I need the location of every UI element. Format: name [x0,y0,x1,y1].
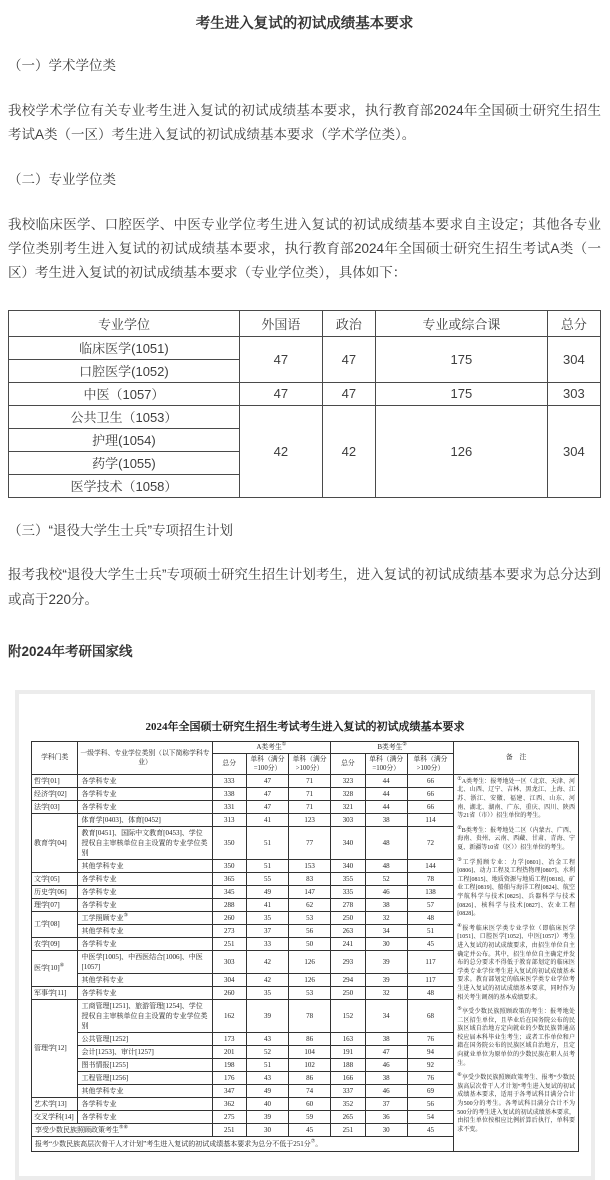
nat-sub-a-total: 总分 [212,753,246,774]
score-cell: 123 [289,813,331,826]
national-score-table [31,741,579,1152]
score-cell: 59 [289,1110,331,1123]
major-label-cell: 体育学[0403]、体育[0452] [78,813,212,826]
col-header-major: 专业学位 [9,310,240,336]
major-label-cell: 各学科专业 [78,787,212,800]
major-label-cell: 各学科专业 [78,800,212,813]
major-label-cell: 中医学[1005]、中西医结合[1006]、中医[1057] [78,950,212,973]
section-3-paragraph: 报考我校“退役大学生士兵”专项硕士研究生招生计划考生，进入复试的初试成绩基本要求为总分达到或高于220分。 [8,567,601,607]
score-cell: 47 [246,787,288,800]
score-cell: 78 [289,999,331,1032]
total-score-cell: 304 [547,336,600,382]
score-cell: 30 [365,937,407,950]
score-cell: 44 [365,800,407,813]
score-cell: 56 [289,924,331,937]
remark-paragraph: ④报考临床医学类专业学位（即临床医学[1051]、口腔医学[1052]、中医[1057]）考生进入复试的初试成绩要求，由招生单位自主确定并公布。其中，招生单位自主确定并发布的总分要求不得低于教育部划定的临床医学类专业学位考生进入复试的初试成绩基本要求。教育部划定的临床医学类专业学位考生进入复试的初试成绩基本要求，同时作为相关考生调剂的基本成绩要求。 [457,923,575,1001]
score-cell: 52 [246,1045,288,1058]
score-cell: 71 [289,787,331,800]
score-cell: 263 [331,924,365,937]
major-label-cell: 各学科专业 [78,774,212,787]
score-cell: 60 [289,1097,331,1110]
score-cell: 38 [365,813,407,826]
score-cell: 71 [289,800,331,813]
score-cell: 350 [212,859,246,872]
score-cell: 86 [289,1032,331,1045]
score-cell: 117 [407,973,453,986]
section-2-paragraph: 我校临床医学、口腔医学、中医专业学位考生进入复试的初试成绩基本要求自主设定；其他各专业学位类别考生进入复试的初试成绩基本要求，执行教育部2024年全国硕士研究生招生考试A类（一区）考生进入复试的初试成绩基本要求（专业学位类），具体如下： [8,216,601,281]
score-cell: 313 [212,813,246,826]
nat-col-group-a [212,741,331,753]
section-1-heading: （一）学术学位类 [8,58,116,73]
major-cell: 口腔医学(1052) [9,359,240,382]
score-cell: 362 [212,1097,246,1110]
score-cell: 365 [212,872,246,885]
score-cell: 49 [246,1084,288,1097]
discipline-category-cell: 医学[10]④ [32,950,78,986]
score-cell: 251 [212,1123,246,1136]
score-cell: 74 [289,1084,331,1097]
score-cell: 198 [212,1058,246,1071]
score-cell: 278 [331,898,365,911]
score-cell: 37 [246,924,288,937]
score-cell: 288 [212,898,246,911]
national-table-row [32,774,579,787]
score-cell: 36 [365,1110,407,1123]
discipline-category-cell: 艺术学[13] [32,1097,78,1110]
major-label-cell: 工商管理[1251]、旅游管理[1254]、学位授权自主审核单位自主设置的专业学位类别 [78,999,212,1032]
score-cell: 144 [407,859,453,872]
score-cell: 338 [212,787,246,800]
major-label-cell: 其他学科专业 [78,859,212,872]
group-b-footnote-mark: ② [402,742,407,748]
school-table-row [9,382,601,405]
national-table-title: 2024年全国硕士研究生招生考试考生进入复试的初试成绩基本要求 [145,720,465,733]
nat-sub-b-total: 总分 [331,753,365,774]
score-cell: 39 [246,1110,288,1123]
score-cell: 50 [289,937,331,950]
score-cell: 55 [246,872,288,885]
score-cell: 78 [407,872,453,885]
school-score-table [8,310,601,498]
score-cell: 94 [407,1045,453,1058]
score-cell: 321 [331,800,365,813]
score-cell: 48 [407,911,453,924]
nat-col-group-b [331,741,454,753]
discipline-category-cell: 军事学[11] [32,986,78,999]
score-cell: 260 [212,986,246,999]
major-label-cell: 各学科专业 [78,885,212,898]
score-cell: 30 [246,1123,288,1136]
score-cell: 152 [331,999,365,1032]
major-cell: 临床医学(1051) [9,336,240,359]
score-cell: 104 [289,1045,331,1058]
major-label-cell: 各学科专业 [78,937,212,950]
col-header-total: 总分 [547,310,600,336]
score-cell: 340 [331,859,365,872]
score-cell: 153 [289,859,331,872]
score-cell: 303 [331,813,365,826]
score-cell: 114 [407,813,453,826]
score-cell: 77 [289,826,331,859]
score-cell: 44 [365,774,407,787]
remark-paragraph: ③工学照顾专业：力学[0801]、冶金工程[0806]、动力工程及工程热物理[0807]、水利工程[0815]、地质资源与地质工程[0818]、矿业工程[0819]、船舶与海洋工程[0824]、航空宇航科学与技术[0825]、兵器科学与技术[0826]、核科学与技术[0827]、农业工程[0828]。 [457,857,576,918]
discipline-category-cell: 农学[09] [32,937,78,950]
score-cell: 304 [212,973,246,986]
page-title: 考生进入复试的初试成绩基本要求 [195,16,414,32]
score-cell: 44 [365,787,407,800]
major-label-cell: 公共管理[1252] [78,1032,212,1045]
nat-sub-b-single100: 单科（满分=100分） [365,753,407,774]
score-cell: 47 [365,1045,407,1058]
score-cell: 52 [365,872,407,885]
section-1-paragraph: 我校学术学位有关专业考生进入复试的初试成绩基本要求，执行教育部2024年全国硕士研究生招生考试A类（一区）考生进入复试的初试成绩基本要求（学术学位类）。 [8,102,601,142]
score-cell: 33 [246,937,288,950]
score-cell: 54 [407,1110,453,1123]
discipline-category-cell: 交叉学科[14] [32,1110,78,1123]
score-cell: 83 [289,872,331,885]
footer-note-cell: 报考“少数民族高层次骨干人才计划”考生进入复试的初试成绩基本要求为总分不低于251分⑦。 [32,1136,454,1151]
score-cell: 250 [331,911,365,924]
score-cell: 345 [212,885,246,898]
major-cell: 医学技术（1058） [9,474,240,497]
score-cell: 45 [289,1123,331,1136]
major-course-score-cell: 175 [376,382,548,405]
score-cell: 53 [289,986,331,999]
score-cell: 331 [212,800,246,813]
score-cell: 303 [212,950,246,973]
score-cell: 251 [331,1123,365,1136]
remark-paragraph: ⑥享受少数民族照顾政策考生、报考“少数民族高层次骨干人才计划”考生进入复试的初试成绩基本要求，适用于各考试科目满分合计为500分的考生。各考试科目满分合计不为500分的考生进入复试的初试成绩基本要求，由招生单位按相应比例折算后执行，单科要求不变。 [457,1073,575,1133]
nat-sub-b-single-over100: 单科（满分>100分） [407,753,453,774]
score-cell: 273 [212,924,246,937]
major-label-cell: 各学科专业 [78,1110,212,1123]
major-cell: 药学(1055) [9,451,240,474]
score-cell: 66 [407,774,453,787]
group-a-label: A类考生 [256,743,282,751]
score-cell: 188 [331,1058,365,1071]
score-cell: 71 [289,774,331,787]
major-label-cell: 各学科专业 [78,872,212,885]
remark-paragraph: ①A类考生：报考地处一区（北京、天津、河北、山西、辽宁、吉林、黑龙江、上海、江苏、浙江、安徽、福建、江西、山东、河南、湖北、湖南、广东、重庆、四川、陕西等21省（市））招生单位的考生。 [457,776,576,820]
score-cell: 86 [289,1071,331,1084]
politics-score-cell: 42 [322,405,375,497]
score-cell: 350 [212,826,246,859]
score-cell: 92 [407,1058,453,1071]
discipline-category-cell: 理学[07] [32,898,78,911]
score-cell: 34 [365,924,407,937]
score-cell: 337 [331,1084,365,1097]
score-cell: 117 [407,950,453,973]
score-cell: 335 [331,885,365,898]
score-cell: 43 [246,1032,288,1045]
discipline-category-cell: 管理学[12] [32,999,78,1097]
score-cell: 250 [331,986,365,999]
score-cell: 333 [212,774,246,787]
foreign-score-cell: 47 [239,382,322,405]
major-label-cell: 工程管理[1256] [78,1071,212,1084]
score-cell: 147 [289,885,331,898]
score-cell: 340 [331,826,365,859]
score-cell: 48 [407,986,453,999]
major-course-score-cell: 175 [376,336,548,382]
score-cell: 51 [246,1058,288,1071]
score-cell: 38 [365,1032,407,1045]
score-cell: 293 [331,950,365,973]
score-cell: 166 [331,1071,365,1084]
score-cell: 260 [212,911,246,924]
score-cell: 201 [212,1045,246,1058]
remark-paragraph: ⑤享受少数民族照顾政策的考生：报考地处二区招生单位，且毕业后在国务院公布的民族区域自治地方定向就业的少数民族普通高校应届本科毕业生考生；或者工作单位和户籍在国务院公布的民族区域自治地方，且定向就业单位为原单位的少数民族在职人员考生。 [457,1007,575,1067]
score-cell: 53 [289,911,331,924]
major-label-cell: 各学科专业 [78,898,212,911]
score-cell: 66 [407,787,453,800]
score-cell: 47 [246,800,288,813]
score-cell: 43 [246,1071,288,1084]
nat-col-category: 学科门类 [32,741,78,774]
major-label-cell: 会计[1253]、审计[1257] [78,1045,212,1058]
section-2-heading: （二）专业学位类 [8,172,116,188]
score-cell: 32 [365,986,407,999]
major-cell: 公共卫生（1053） [9,405,240,428]
score-cell: 46 [365,1058,407,1071]
school-table-row [9,405,601,428]
score-cell: 35 [246,986,288,999]
major-label-cell: 其他学科专业 [78,924,212,937]
school-table-row [9,336,601,359]
score-cell: 40 [246,1097,288,1110]
major-cell: 中医（1057） [9,382,240,405]
score-cell: 46 [365,1084,407,1097]
discipline-category-cell: 历史学[06] [32,885,78,898]
major-label-cell: 其他学科专业 [78,973,212,986]
score-cell: 323 [331,774,365,787]
score-cell: 69 [407,1084,453,1097]
score-cell: 62 [289,898,331,911]
politics-score-cell: 47 [322,382,375,405]
discipline-category-cell: 经济学[02] [32,787,78,800]
score-cell: 56 [407,1097,453,1110]
major-label-cell: 各学科专业 [78,986,212,999]
score-cell: 251 [212,937,246,950]
col-header-major-course: 专业或综合课 [376,310,548,336]
score-cell: 66 [407,800,453,813]
score-cell: 163 [331,1032,365,1045]
total-score-cell: 304 [547,405,600,497]
score-cell: 32 [365,911,407,924]
score-cell: 191 [331,1045,365,1058]
score-cell: 265 [331,1110,365,1123]
score-cell: 47 [246,774,288,787]
major-label-cell: 各学科专业 [78,1097,212,1110]
group-a-footnote-mark: ① [281,742,287,748]
major-course-score-cell: 126 [376,405,548,497]
score-cell: 42 [246,950,288,973]
major-label-cell: 图书情报[1255] [78,1058,212,1071]
score-cell: 48 [365,859,407,872]
discipline-category-cell: 法学[03] [32,800,78,813]
score-cell: 51 [246,859,288,872]
score-cell: 46 [365,885,407,898]
score-cell: 126 [289,950,331,973]
foreign-score-cell: 42 [239,405,322,497]
major-label-cell: 其他学科专业 [78,1084,212,1097]
score-cell: 355 [331,872,365,885]
nat-col-remarks: 备 注 [454,741,579,774]
remark-paragraph: ②B类考生：报考地处二区（内蒙古、广西、海南、贵州、云南、西藏、甘肃、青海、宁夏、新疆等10省（区））招生单位的考生。 [457,825,575,852]
score-cell: 68 [407,999,453,1032]
group-b-label: B类考生 [377,743,403,751]
score-cell: 41 [246,898,288,911]
score-cell: 173 [212,1032,246,1045]
score-cell: 294 [331,973,365,986]
score-cell: 38 [365,1071,407,1084]
score-cell: 328 [331,787,365,800]
score-cell: 35 [246,911,288,924]
score-cell: 45 [407,1123,453,1136]
total-score-cell: 303 [547,382,600,405]
major-label-cell: 教育[0451]、国际中文教育[0453]、学位授权自主审核单位自主设置的专业学位类别 [78,826,212,859]
nat-col-major: 一级学科、专业学位类别（以下简称学科专业） [78,741,212,774]
score-cell: 57 [407,898,453,911]
major-cell: 护理(1054) [9,428,240,451]
score-cell: 39 [365,973,407,986]
score-cell: 45 [407,937,453,950]
score-cell: 42 [246,973,288,986]
col-header-politics: 政治 [322,310,375,336]
score-cell: 41 [246,813,288,826]
score-cell: 38 [365,898,407,911]
score-cell: 138 [407,885,453,898]
score-cell: 51 [407,924,453,937]
foreign-score-cell: 47 [239,336,322,382]
discipline-category-cell: 哲学[01] [32,774,78,787]
national-line-scan-image [15,690,595,1180]
score-cell: 241 [331,937,365,950]
score-cell: 176 [212,1071,246,1084]
score-cell: 162 [212,999,246,1032]
section-3-heading: （三）“退役大学生士兵”专项招生计划 [8,522,233,538]
score-cell: 76 [407,1032,453,1045]
politics-score-cell: 47 [322,336,375,382]
discipline-category-cell: 教育学[04] [32,813,78,872]
minority-policy-label-cell: 享受少数民族照顾政策考生⑤⑥ [32,1123,213,1136]
score-cell: 126 [289,973,331,986]
school-table-header-row [9,310,601,336]
attachment-heading: 附2024年考研国家线 [8,643,133,659]
score-cell: 347 [212,1084,246,1097]
score-cell: 76 [407,1071,453,1084]
discipline-category-cell: 文学[05] [32,872,78,885]
score-cell: 30 [365,1123,407,1136]
score-cell: 34 [365,999,407,1032]
score-cell: 72 [407,826,453,859]
score-cell: 49 [246,885,288,898]
score-cell: 51 [246,826,288,859]
remarks-cell [454,774,579,1151]
score-cell: 39 [246,999,288,1032]
score-cell: 37 [365,1097,407,1110]
score-cell: 275 [212,1110,246,1123]
major-label-cell: 工学照顾专业③ [78,911,212,924]
national-header-row-1 [32,741,579,753]
nat-sub-a-single100: 单科（满分=100分） [246,753,288,774]
score-cell: 102 [289,1058,331,1071]
discipline-category-cell: 工学[08] [32,911,78,937]
nat-sub-a-single-over100: 单科（满分>100分） [289,753,331,774]
score-cell: 48 [365,826,407,859]
score-cell: 352 [331,1097,365,1110]
score-cell: 39 [365,950,407,973]
col-header-foreign-language: 外国语 [239,310,322,336]
